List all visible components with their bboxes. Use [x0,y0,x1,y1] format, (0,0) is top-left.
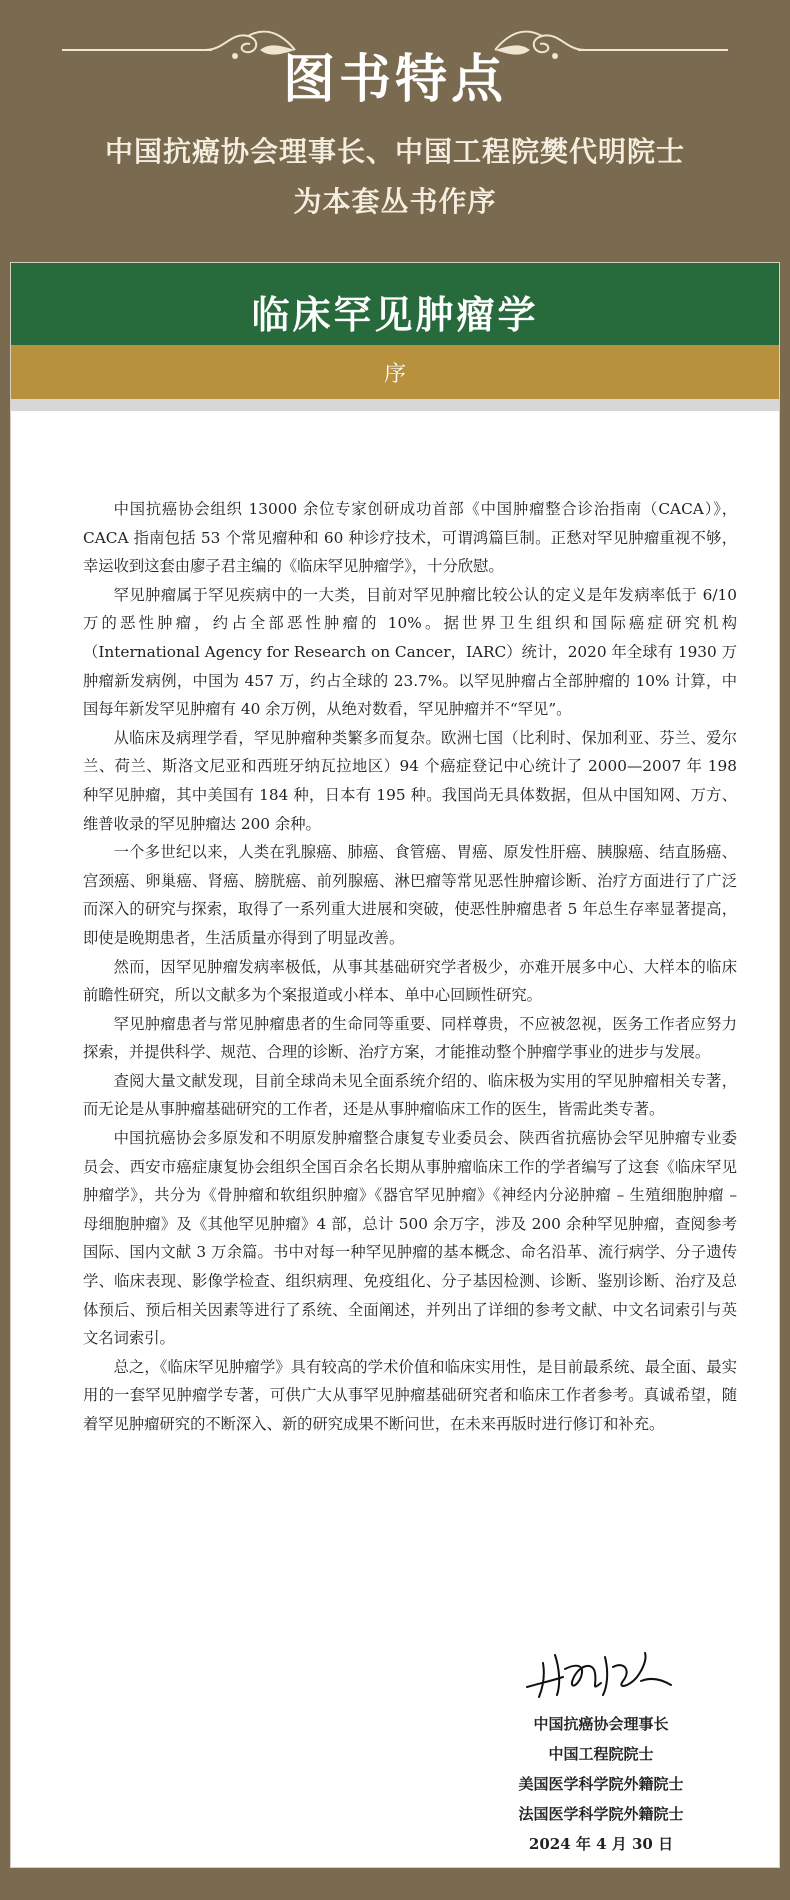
paragraph: 一个多世纪以来，人类在乳腺癌、肺癌、食管癌、胃癌、原发性肝癌、胰腺癌、结直肠癌、宫颈癌、卵巢癌、肾癌、膀胱癌、前列腺癌、淋巴瘤等常见恶性肿瘤诊断、治疗方面进行了广泛而深入的研究与探索，取得了一系列重大进展和突破，使恶性肿瘤患者 5 年总生存率显著提高，即使是晚期患者，生活质量亦得到了明显改善。 [83,843,737,947]
paragraph: 查阅大量文献发现，目前全球尚未见全面系统介绍的、临床极为实用的罕见肿瘤相关专著，而无论是从事肿瘤基础研究的工作者，还是从事肿瘤临床工作的医生，皆需此类专著。 [83,1071,737,1119]
section-band [11,345,779,399]
paragraph: 然而，因罕见肿瘤发病率极低，从事其基础研究学者极少，亦难开展多中心、大样本的临床前瞻性研究，所以文献多为个案报道或小样本、单中心回顾性研究。 [83,957,737,1005]
book-title-band [11,263,779,345]
paragraph: 总之，《临床罕见肿瘤学》具有较高的学术价值和临床实用性，是目前最系统、最全面、最实用的一套罕见肿瘤学专著，可供广大从事罕见肿瘤基础研究者和临床工作者参考。真诚希望，随着罕见肿瘤研究的不断深入、新的研究成果不断问世，在未来再版时进行修订和补充。 [83,1357,737,1433]
signer-title: 法国医学科学院外籍院士 [518,1805,684,1823]
paragraph: 罕见肿瘤属于罕见疾病中的一大类，目前对罕见肿瘤比较公认的定义是年发病率低于 6/10 万的恶性肿瘤，约占全部恶性肿瘤的 10%。据世界卫生组织和国际癌症研究机构（International Agency for Research on Cancer，IARC）统计，2020 年全球有 1930 万肿瘤新发病例，中国为 457 万，约占全球的 23.7%。以罕见肿瘤占全部肿瘤的 10% 计算，中国每年新发罕见肿瘤有 40 余万例，从绝对数看，罕见肿瘤并不“罕见”。 [83,585,737,719]
signature-block [451,1643,751,1859]
preface-card [10,262,780,1868]
header-banner [0,0,790,262]
preface-body [83,495,737,1439]
paragraph: 中国抗癌协会组织 13000 余位专家创研成功首部《中国肿瘤整合诊治指南（CACA）》，CACA 指南包括 53 个常见瘤种和 60 种诊疗技术，可谓鸿篇巨制。正愁对罕见肿瘤重视不够，幸运收到这套由廖子君主编的《临床罕见肿瘤学》，十分欣慰。 [83,500,737,576]
handwritten-signature-icon [521,1643,681,1703]
signer-title: 中国工程院院士 [548,1745,654,1763]
signer-title: 美国医学科学院外籍院士 [518,1775,684,1793]
section-label: 序 [383,361,406,387]
page-title: 图书特点 [282,50,507,110]
book-title: 临床罕见肿瘤学 [251,292,539,337]
subtitle-line-2: 为本套丛书作序 [293,185,497,218]
subtitle-line-1: 中国抗癌协会理事长、中国工程院樊代明院士 [104,135,685,168]
paragraph: 中国抗癌协会多原发和不明原发肿瘤整合康复专业委员会、陕西省抗癌协会罕见肿瘤专业委员会、西安市癌症康复协会组织全国百余名长期从事肿瘤临床工作的学者编写了这套《临床罕见肿瘤学》，共分为《骨肿瘤和软组织肿瘤》《器官罕见肿瘤》《神经内分泌肿瘤 – 生殖细胞肿瘤 – 母细胞肿瘤》及《其他罕见肿瘤》4 部，总计 500 余万字，涉及 200 余种罕见肿瘤，查阅参考国际、国内文献 3 万余篇。书中对每一种罕见肿瘤的基本概念、命名沿革、流行病学、分子遗传学、临床表现、影像学检查、组织病理、免疫组化、分子基因检测、诊断、鉴别诊断、治疗及总体预后、预后相关因素等进行了系统、全面阐述，并列出了详细的参考文献、中文名词索引与英文名词索引。 [83,1129,737,1348]
flourish-ornament-right-icon [490,20,590,80]
title-divider-right [578,49,728,51]
paragraph: 从临床及病理学看，罕见肿瘤种类繁多而复杂。欧洲七国（比利时、保加利亚、芬兰、爱尔兰、荷兰、斯洛文尼亚和西班牙纳瓦拉地区）94 个癌症登记中心统计了 2000—2007 年 198 种罕见肿瘤，其中美国有 184 种，日本有 195 种。我国尚无具体数据，但从中国知网、万方、维普收录的罕见肿瘤达 200 余种。 [83,728,737,833]
signature-date: 2024 年 4 月 30 日 [528,1835,674,1853]
signer-title: 中国抗癌协会理事长 [533,1715,669,1733]
divider-band [11,399,779,411]
paragraph: 罕见肿瘤患者与常见肿瘤患者的生命同等重要、同样尊贵，不应被忽视，医务工作者应努力探索，并提供科学、规范、合理的诊断、治疗方案，才能推动整个肿瘤学事业的进步与发展。 [83,1014,737,1062]
